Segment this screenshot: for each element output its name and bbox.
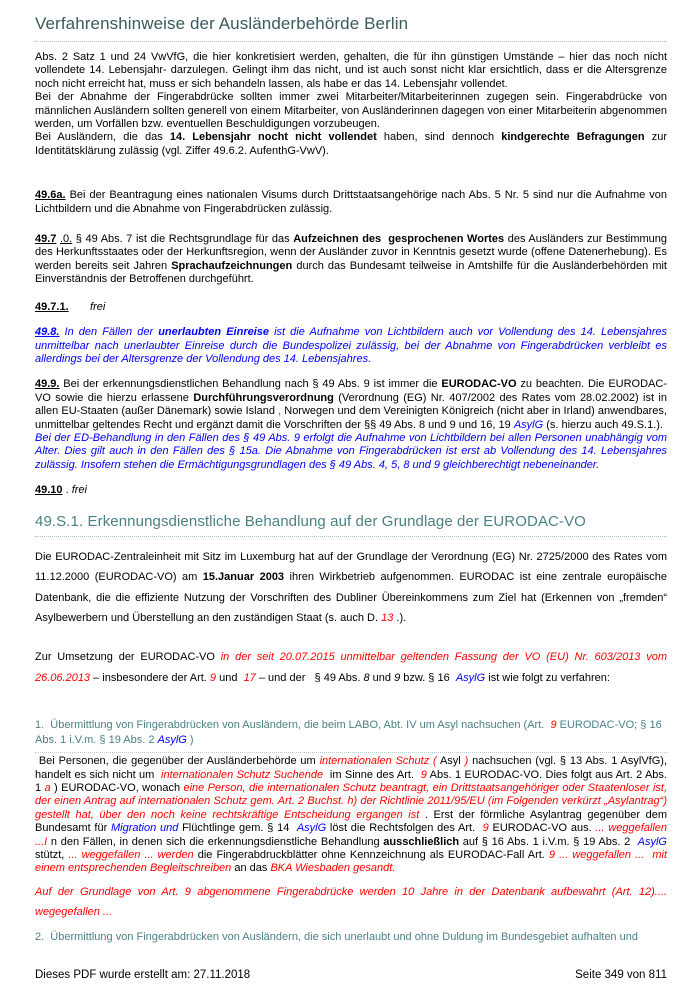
section-49-9: 49.9. Bei der erkennungsdienstlichen Behandlung nach § 49 Abs. 9 ist immer die EURODAC-VO zu beachten. Die EURODAC-VO sowie die hierzu erlassene Durchführungsverordnung (Verordnung (EG) Nr. 407/2002 des Rates vom 28.02.2002) ist in allen EU-Staaten (außer Dänemark) sowie Island , Norwegen und dem Vereinigten Königreich (nicht aber in Irland) anwendbares, unmittelbar geltendes Recht und ergänzt damit die Vorschriften der §§ 49 Abs. 8 und 9 und 16, 19 AsylG (s. hierzu auch 49.S.1.). <box>35 378 667 431</box>
section-49-7: 49.7 .0. § 49 Abs. 7 ist die Rechtsgrundlage für das Aufzeichnen des gesprochenen Wortes des Ausländers zur Bestimmung des Herkunftsstaates oder der Herkunftsregion, wenn der Ausländer zuvor in Kenntnis gesetzt wurde (offene Datenerhebung). Es werden bereits seit Jahren Sprachaufzeichnungen durch das Bundesamt teilweise in Amtshilfe für die Ausländerbehörden mit Einverständnis der Betroffenen durchgeführt. <box>35 233 667 286</box>
section-49-10-frei: 49.10 . frei <box>35 484 87 497</box>
section-49-7-1-frei: 49.7.1. frei <box>35 300 106 313</box>
footer-creation-date: Dieses PDF wurde erstellt am: 27.11.2018 <box>35 969 251 981</box>
paragraph-item-1-body: Bei Personen, die gegenüber der Ausländerbehörde um internationalen Schutz ( Asyl ) nachsuchen (vgl. § 13 Abs. 1 AsylVfG), handelt es sich nicht um internationalen Schutz Suchende im Sinne des Art. 9 Abs. 1 EURODAC-VO. Dies folgt aus Art. 2 Abs. 1 a ) EURODAC-VO, wonach eine Person, die internationalen Schutz beantragt, ein Drittstaatsangehöriger oder Staatenloser ist, der einen Antrag auf internationalen Schutz gem. Art. 2 Buchst. h) der Richtlinie 2011/95/EU (im Folgenden verkürzt „Asylantrag“) gestellt hat, über den noch keine rechtskräftige Entscheidung ergangen ist . Erst der förmliche Asylantrag gegenüber dem Bundesamt für Migration und Flüchtlinge gem. § 14 AsylG löst die Rechtsfolgen des Art. 9 EURODAC-VO aus. ... weggefallen ...I n den Fällen, in denen sich die erkennungsdienstliche Behandlung ausschließlich auf § 16 Abs. 1 i.V.m. § 19 Abs. 2 AsylG stützt, ... weggefallen ... werden die Fingerabdruckblätter ohne Kennzeichnung als EURODAC-Fall Art. 9 ... weggefallen ... mit einem entsprechenden Begleitschreiben an das BKA Wiesbaden gesandt. <box>35 755 668 875</box>
paragraph-abs2-satz1: Abs. 2 Satz 1 und 24 VwVfG, die hier konkretisiert werden, gehalten, die für ihn günstigen Umstände – hier das noch nicht vollendete 14. Lebensjahr- darzulegen. Gelingt ihm das nicht, und ist auch sonst nicht klar ersichtlich, dass er die Altersgrenze noch nicht erreicht hat, muss er sich behandeln lassen, als habe er das 14. Lebensjahr vollendet. <box>35 51 667 90</box>
section-49-6a: 49.6a. Bei der Beantragung eines nationalen Visums durch Drittstaatsangehörige nach Abs. 5 Nr. 5 sind nur die Aufnahme von Lichtbildern und die Abnahme von Fingerabdrücken zulässig. <box>35 189 667 215</box>
paragraph-eurodac-zentraleinheit: Die EURODAC-Zentraleinheit mit Sitz im Luxemburg hat auf der Grundlage der Verordnung (EG) Nr. 2725/2000 des Rates vom 11.12.2000 (EURODAC-VO) am 15.Januar 2003 ihren Wirkbetrieb aufgenommen. EURODAC ist eine zentrale europäische Datenbank, die die effiziente Nutzung der Vorschriften des Dubliner Übereinkommens zum Ziel hat (Erkennen von „fremden“ Asylbewerbern und Überstellung an den zuständigen Staat (s. auch D. 13 .). <box>35 550 668 625</box>
section-49-8: 49.8. In den Fällen der unerlaubten Einreise ist die Aufnahme von Lichtbildern auch vor Vollendung des 14. Lebensjahres unmittelbar nach unerlaubter Einreise durch die Bundespolizei zulässig, bei der Abnahme von Fingerabdrücken verbleibt es allerdings bei der Altersgrenze der Vollendung des 14. Lebensjahres. <box>35 326 668 365</box>
paragraph-zur-umsetzung: Zur Umsetzung der EURODAC-VO in der seit 20.07.2015 unmittelbar geltenden Fassung der VO (EU) Nr. 603/2013 vom 26.06.2013 – insbesondere der Art. 9 und 17 – und der § 49 Abs. 8 und 9 bzw. § 16 AsylG ist wie folgt zu verfahren: <box>35 650 667 684</box>
section-heading-49-s1: 49.S.1. Erkennungsdienstliche Behandlung auf der Grundlage der EURODAC-VO <box>35 513 667 537</box>
section-49-9-ed-behandlung: Bei der ED-Behandlung in den Fällen des § 49 Abs. 9 erfolgt die Aufnahme von Lichtbildern bei allen Personen unabhängig vom Alter. Dies gilt auch in den Fällen des § 15a. Die Abnahme von Fingerabdrücken ist erst ab Vollendung des 14. Lebensjahres zulässig. Insofern stehen die Ermächtigungsgrundlagen des § 49 Abs. 4, 5, 8 und 9 gleichberechtigt nebeneinander. <box>35 431 667 471</box>
list-item-1-heading: 1. Übermittlung von Fingerabdrücken von Ausländern, die beim LABO, Abt. IV um Asyl nachsuchen (Art. 9 EURODAC-VO; § 16 Abs. 1 i.V.m. § 19 Abs. 2 AsylG ) <box>35 718 667 753</box>
page-footer <box>35 969 667 981</box>
paragraph-kindgerechte-befragungen: Bei Ausländern, die das 14. Lebensjahr nocht nicht vollendet haben, sind dennoch kindgerechte Befragungen zur Identitätsklärung zulässig (vgl. Ziffer 49.6.2. AufenthG-VwV). <box>35 131 668 157</box>
list-item-2-heading: 2. Übermittlung von Fingerabdrücken von Ausländern, die sich unerlaubt und ohne Duldung im Bundesgebiet aufhalten und <box>35 930 638 943</box>
paragraph-art9-aufbewahrung: Auf der Grundlage von Art. 9 abgenommene Fingerabdrücke werden 10 Jahre in der Datenbank aufbewahrt (Art. 12).... wegegefallen ... <box>35 885 667 918</box>
document-title: Verfahrenshinweise der Ausländerbehörde Berlin <box>35 14 667 42</box>
paragraph-abnahme-fingerabdruecke: Bei der Abnahme der Fingerabdrücke sollten immer zwei Mitarbeiter/Mitarbeiterinnen zugegen sein. Fingerabdrücke von männlichen Ausländern sollten generell von einem Mitarbeiter, von Ausländerinnen dagegen von einer Mitarbeiterin abgenommen werden, um Vorfällen bzw. eventuellen Beschuldigungen vorzubeugen. <box>35 91 667 131</box>
footer-page-number: Seite 349 von 811 <box>575 969 667 981</box>
